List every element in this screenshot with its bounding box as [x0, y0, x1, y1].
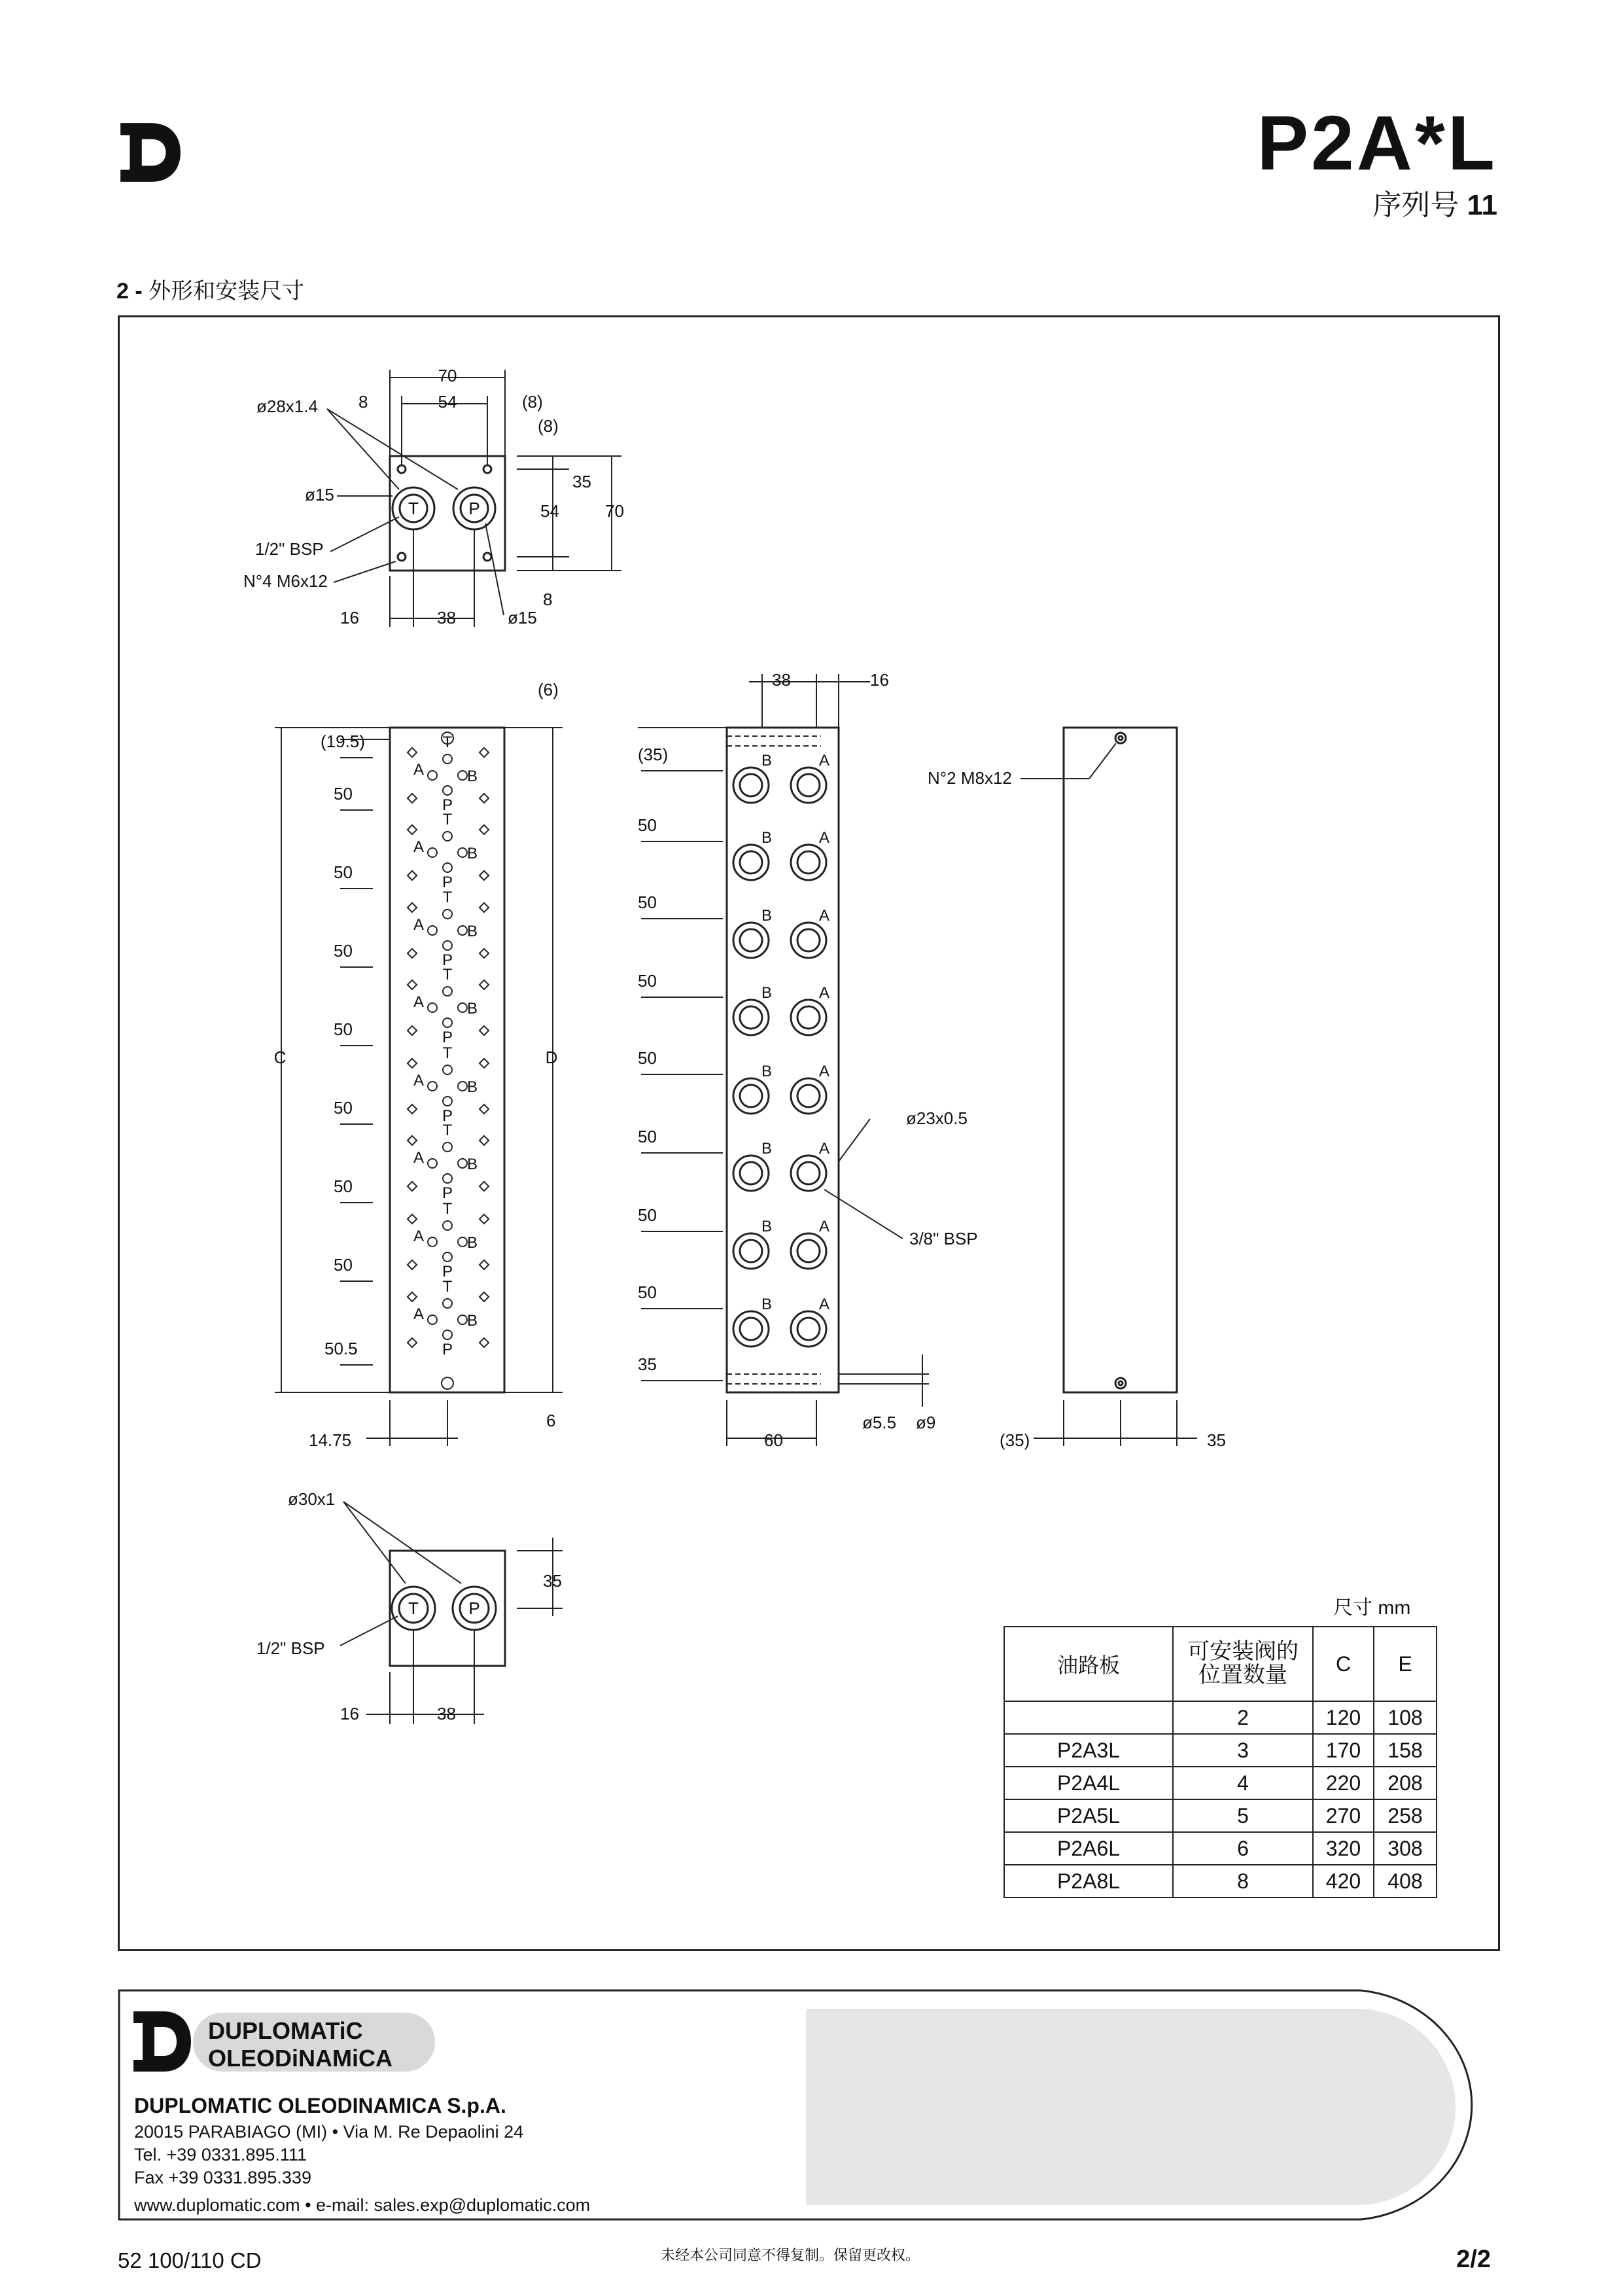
- port-icon: [791, 923, 826, 958]
- port-label: B: [466, 1078, 478, 1096]
- dim-8-paren: (8): [522, 392, 543, 412]
- plug-icon: [442, 1377, 453, 1389]
- header-c: C: [1313, 1627, 1374, 1701]
- mount-hole-icon: [408, 1136, 417, 1145]
- dim-54: 54: [438, 392, 457, 412]
- port-p-label: P: [468, 499, 480, 518]
- side-dim-label: 50: [638, 815, 657, 835]
- port-icon: [791, 1233, 826, 1269]
- port-b-label: B: [761, 984, 773, 1002]
- port-label: P: [442, 951, 453, 969]
- port-icon: [740, 1240, 762, 1262]
- port-icon: [791, 845, 826, 880]
- header-subplate: 油路板: [1004, 1627, 1173, 1701]
- label-c: C: [273, 1048, 287, 1067]
- document-number: 52 100/110 CD: [118, 2248, 262, 2272]
- dim-70: 70: [438, 366, 457, 385]
- port-icon: [740, 1006, 762, 1029]
- port-t-icon: [443, 832, 452, 841]
- port-icon: [791, 768, 826, 803]
- dim-70-right: 70: [605, 501, 624, 521]
- port-label: P: [442, 1107, 453, 1125]
- table-row: P2A3L 3 170 158: [1004, 1734, 1437, 1767]
- port-a-label: A: [818, 1296, 830, 1313]
- port-b-icon: [458, 848, 467, 857]
- port-icon: [733, 1000, 769, 1035]
- port-b-label: B: [761, 1140, 773, 1157]
- mount-hole-icon: [480, 980, 489, 989]
- port-icon: [733, 845, 769, 880]
- port-icon: [740, 929, 762, 951]
- port-a-icon: [428, 1315, 437, 1324]
- port-t-icon: [443, 754, 452, 764]
- side-dim-label: 50: [638, 971, 657, 991]
- port-label: T: [442, 966, 453, 983]
- dim-16-bottom: 16: [340, 1704, 359, 1723]
- port-a-label: A: [818, 907, 830, 925]
- dim-6: 6: [546, 1411, 556, 1430]
- port-b-icon: [458, 1082, 467, 1091]
- dim-54-right: 54: [540, 501, 559, 521]
- dim-35: 35: [572, 472, 591, 491]
- side-dim-label: 50: [638, 1282, 657, 1302]
- table-row: 2 120 108: [1004, 1701, 1437, 1734]
- port-b-icon: [458, 1003, 467, 1012]
- duplomatic-logo: [131, 2007, 445, 2079]
- port-t-bottom-label: T: [408, 1598, 419, 1618]
- port-icon: [797, 1006, 820, 1029]
- mount-hole-icon: [408, 949, 417, 958]
- port-b-icon: [458, 1237, 467, 1246]
- front-dim-label: 50: [334, 1019, 353, 1039]
- mount-hole-icon: [480, 903, 489, 912]
- table-row: P2A8L 8 420 408: [1004, 1865, 1437, 1898]
- dim-16-side: 16: [870, 670, 889, 690]
- port-p-bottom-label: P: [468, 1598, 480, 1618]
- port-t-icon: [443, 1221, 452, 1230]
- port-icon: [797, 1162, 820, 1184]
- mount-hole-icon: [408, 1260, 417, 1269]
- port-p-icon: [443, 786, 452, 795]
- port-b-icon: [458, 1159, 467, 1168]
- port-label: A: [413, 1072, 425, 1089]
- port-p-icon: [443, 863, 452, 872]
- port-label: T: [442, 1122, 453, 1139]
- side-dim-label: 50: [638, 892, 657, 912]
- dim-38-side: 38: [772, 670, 791, 690]
- port-b-label: B: [761, 1063, 773, 1080]
- port-b-label: B: [761, 829, 773, 847]
- port-label: B: [466, 1312, 478, 1330]
- mount-hole-icon: [480, 794, 489, 803]
- side-dim-label: (35): [638, 745, 669, 764]
- port-t-icon: [443, 987, 452, 996]
- port-icon: [797, 1240, 820, 1262]
- mount-hole-icon: [408, 980, 417, 989]
- port-a-icon: [428, 1082, 437, 1091]
- port-a-label: A: [818, 829, 830, 847]
- port-icon: [797, 1085, 820, 1107]
- logo-text-2: OLEODiNAMiCA: [208, 2045, 393, 2072]
- port-icon: [733, 1156, 769, 1191]
- front-dim-label: (19.5): [321, 732, 365, 751]
- mount-hole-icon: [480, 1338, 489, 1347]
- mount-hole-icon: [408, 1182, 417, 1191]
- port-p-icon: [443, 1097, 452, 1106]
- mount-hole-icon: [408, 1292, 417, 1301]
- company-name: DUPLOMATIC OLEODINAMICA S.p.A.: [134, 2094, 506, 2117]
- dim-35-bottom: 35: [543, 1571, 562, 1591]
- dim-16: 16: [340, 608, 359, 627]
- header-stations: 可安装阀的 位置数量: [1173, 1627, 1313, 1701]
- back-view-outline: [1064, 728, 1177, 1392]
- port-p-icon: [443, 1174, 452, 1183]
- port-t-icon: [443, 1299, 452, 1308]
- port-label: T: [442, 889, 453, 906]
- port-icon: [791, 1311, 826, 1347]
- page-number: 2/2: [1456, 2246, 1491, 2273]
- port-icon: [740, 1162, 762, 1184]
- mount-hole-icon: [480, 1292, 489, 1301]
- mount-hole-icon: [408, 825, 417, 834]
- port-label: A: [413, 916, 425, 934]
- port-t-icon: [443, 1142, 452, 1152]
- front-dim-label: 50: [334, 862, 353, 882]
- mount-hole-icon: [480, 1260, 489, 1269]
- dim-35-back: 35: [1207, 1430, 1226, 1450]
- mount-hole-icon: [480, 1136, 489, 1145]
- side-view-outline: [727, 728, 839, 1392]
- port-label: P: [442, 1029, 453, 1046]
- mount-hole-icon: [480, 1214, 489, 1224]
- port-b-label: B: [761, 1296, 773, 1313]
- dim-o9: ø9: [916, 1413, 936, 1432]
- callout-m6: N°4 M6x12: [243, 571, 328, 591]
- port-b-label: B: [761, 752, 773, 769]
- port-icon: [740, 774, 762, 796]
- series-number: 序列号 11: [1372, 189, 1497, 221]
- port-b-icon: [458, 771, 467, 780]
- front-dim-label: 50.5: [324, 1339, 358, 1358]
- callout-m8: N°2 M8x12: [928, 768, 1012, 788]
- mount-hole-icon: [408, 1338, 417, 1347]
- mount-hole-icon: [480, 748, 489, 757]
- mount-hole-icon: [408, 794, 417, 803]
- port-icon: [733, 1078, 769, 1114]
- company-address: 20015 PARABIAGO (MI) • Via M. Re Depaolini 24: [134, 2122, 524, 2142]
- port-icon: [733, 923, 769, 958]
- port-a-label: A: [818, 1218, 830, 1235]
- port-icon: [733, 1233, 769, 1269]
- front-dim-label: 50: [334, 784, 353, 804]
- port-label: A: [413, 838, 425, 856]
- port-label: T: [442, 1044, 453, 1062]
- unit-note: 尺寸 mm: [1333, 1597, 1411, 1619]
- port-p-icon: [443, 1252, 452, 1262]
- port-label: A: [413, 993, 425, 1011]
- port-label: B: [466, 1234, 478, 1252]
- front-dim-label: 50: [334, 1176, 353, 1196]
- mount-hole-icon: [480, 1104, 489, 1114]
- mount-hole-icon: [480, 1182, 489, 1191]
- port-label: T: [442, 811, 453, 828]
- header-e: E: [1374, 1627, 1437, 1701]
- port-label: B: [466, 923, 478, 940]
- callout-half-bsp-bottom: 1/2" BSP: [256, 1638, 325, 1658]
- port-icon: [740, 1318, 762, 1340]
- port-label: B: [466, 1000, 478, 1017]
- port-icon: [791, 1156, 826, 1191]
- dim-38: 38: [437, 608, 456, 627]
- dim-14-75: 14.75: [309, 1430, 352, 1450]
- port-b-label: B: [761, 907, 773, 925]
- port-a-icon: [428, 848, 437, 857]
- port-icon: [733, 1311, 769, 1347]
- port-icon: [797, 774, 820, 796]
- dim-35-paren: (35): [1000, 1430, 1030, 1450]
- port-p-icon: [443, 941, 452, 950]
- callout-half-bsp: 1/2" BSP: [255, 539, 324, 559]
- port-label: P: [442, 874, 453, 891]
- port-label: A: [413, 1149, 425, 1167]
- mount-hole-icon: [408, 1214, 417, 1224]
- port-t-icon: [443, 910, 452, 919]
- side-dim-label: 35: [638, 1354, 657, 1374]
- port-a-icon: [428, 1237, 437, 1246]
- port-label: P: [442, 1341, 453, 1358]
- mount-hole-icon: [408, 1104, 417, 1114]
- port-b-label: B: [761, 1218, 773, 1235]
- dim-38-bottom: 38: [437, 1704, 456, 1723]
- product-code: P2A*L: [1257, 100, 1497, 186]
- port-icon: [797, 1318, 820, 1340]
- company-fax: Fax +39 0331.895.339: [134, 2168, 311, 2187]
- mount-hole-icon: [408, 748, 417, 757]
- callout-o23: ø23x0.5: [906, 1108, 968, 1128]
- dim-o5-5: ø5.5: [862, 1413, 897, 1432]
- dimension-table: [1003, 1626, 1437, 1898]
- port-a-label: A: [818, 1140, 830, 1157]
- port-a-label: A: [818, 984, 830, 1002]
- front-dim-label: 50: [334, 1098, 353, 1118]
- front-dim-label: 50: [334, 941, 353, 961]
- port-t-label: T: [408, 499, 419, 518]
- port-t-icon: [443, 1065, 452, 1074]
- front-dim-label: 50: [334, 1255, 353, 1275]
- logo-text-1: DUPLOMATiC: [208, 2017, 363, 2044]
- port-icon: [797, 851, 820, 874]
- dim-8-paren-2: (8): [538, 416, 559, 436]
- port-p-icon: [443, 1018, 452, 1027]
- port-icon: [797, 929, 820, 951]
- mount-hole-icon: [408, 1059, 417, 1068]
- mount-hole-icon: [408, 903, 417, 912]
- port-a-icon: [428, 1003, 437, 1012]
- port-a-icon: [428, 926, 437, 935]
- callout-3-8-bsp: 3/8" BSP: [909, 1229, 978, 1248]
- dim-8: 8: [358, 392, 368, 412]
- port-label: T: [442, 733, 453, 751]
- label-d: D: [545, 1048, 558, 1067]
- port-label: A: [413, 1305, 425, 1323]
- dim-8-right: 8: [543, 590, 553, 609]
- port-label: P: [442, 1263, 453, 1280]
- port-icon: [740, 851, 762, 874]
- callout-o28: ø28x1.4: [256, 397, 318, 416]
- table-row: P2A4L 4 220 208: [1004, 1767, 1437, 1799]
- port-a-icon: [428, 1159, 437, 1168]
- port-icon: [791, 1000, 826, 1035]
- dim-o15-bottom: ø15: [508, 608, 537, 627]
- table-row: P2A6L 6 320 308: [1004, 1832, 1437, 1865]
- port-label: T: [442, 1278, 453, 1296]
- port-label: P: [442, 1184, 453, 1202]
- port-label: T: [442, 1200, 453, 1218]
- side-dim-label: 50: [638, 1127, 657, 1146]
- mount-hole-icon: [480, 949, 489, 958]
- mount-hole-icon: [480, 1026, 489, 1035]
- mount-hole-icon: [480, 871, 489, 880]
- table-row: P2A5L 5 270 258: [1004, 1799, 1437, 1832]
- port-p-icon: [443, 1330, 452, 1339]
- side-dim-label: 50: [638, 1205, 657, 1225]
- copyright-note: 未经本公司同意不得复制。保留更改权。: [661, 2248, 920, 2264]
- mount-hole-icon: [408, 1026, 417, 1035]
- port-a-label: A: [818, 1063, 830, 1080]
- port-label: B: [466, 845, 478, 862]
- company-web: www.duplomatic.com • e-mail: sales.exp@duplomatic.com: [134, 2195, 591, 2215]
- port-a-icon: [428, 771, 437, 780]
- port-b-icon: [458, 1315, 467, 1324]
- port-label: A: [413, 1227, 425, 1245]
- company-tel: Tel. +39 0331.895.111: [134, 2145, 307, 2164]
- dim-6-paren: (6): [538, 680, 559, 699]
- side-dim-label: 50: [638, 1048, 657, 1068]
- section-title: 2 - 外形和安装尺寸: [116, 279, 305, 304]
- mount-hole-icon: [408, 871, 417, 880]
- port-a-label: A: [818, 752, 830, 769]
- dim-60: 60: [764, 1430, 783, 1450]
- port-label: B: [466, 768, 478, 785]
- callout-o15: ø15: [305, 485, 334, 504]
- port-icon: [733, 768, 769, 803]
- mount-hole-icon: [480, 1059, 489, 1068]
- port-b-icon: [458, 926, 467, 935]
- port-icon: [791, 1078, 826, 1114]
- port-label: B: [466, 1156, 478, 1173]
- table-header-row: [1004, 1627, 1437, 1701]
- mount-hole-icon: [480, 825, 489, 834]
- port-label: A: [413, 761, 425, 779]
- callout-o30: ø30x1: [288, 1489, 336, 1509]
- port-icon: [740, 1085, 762, 1107]
- port-label: P: [442, 796, 453, 814]
